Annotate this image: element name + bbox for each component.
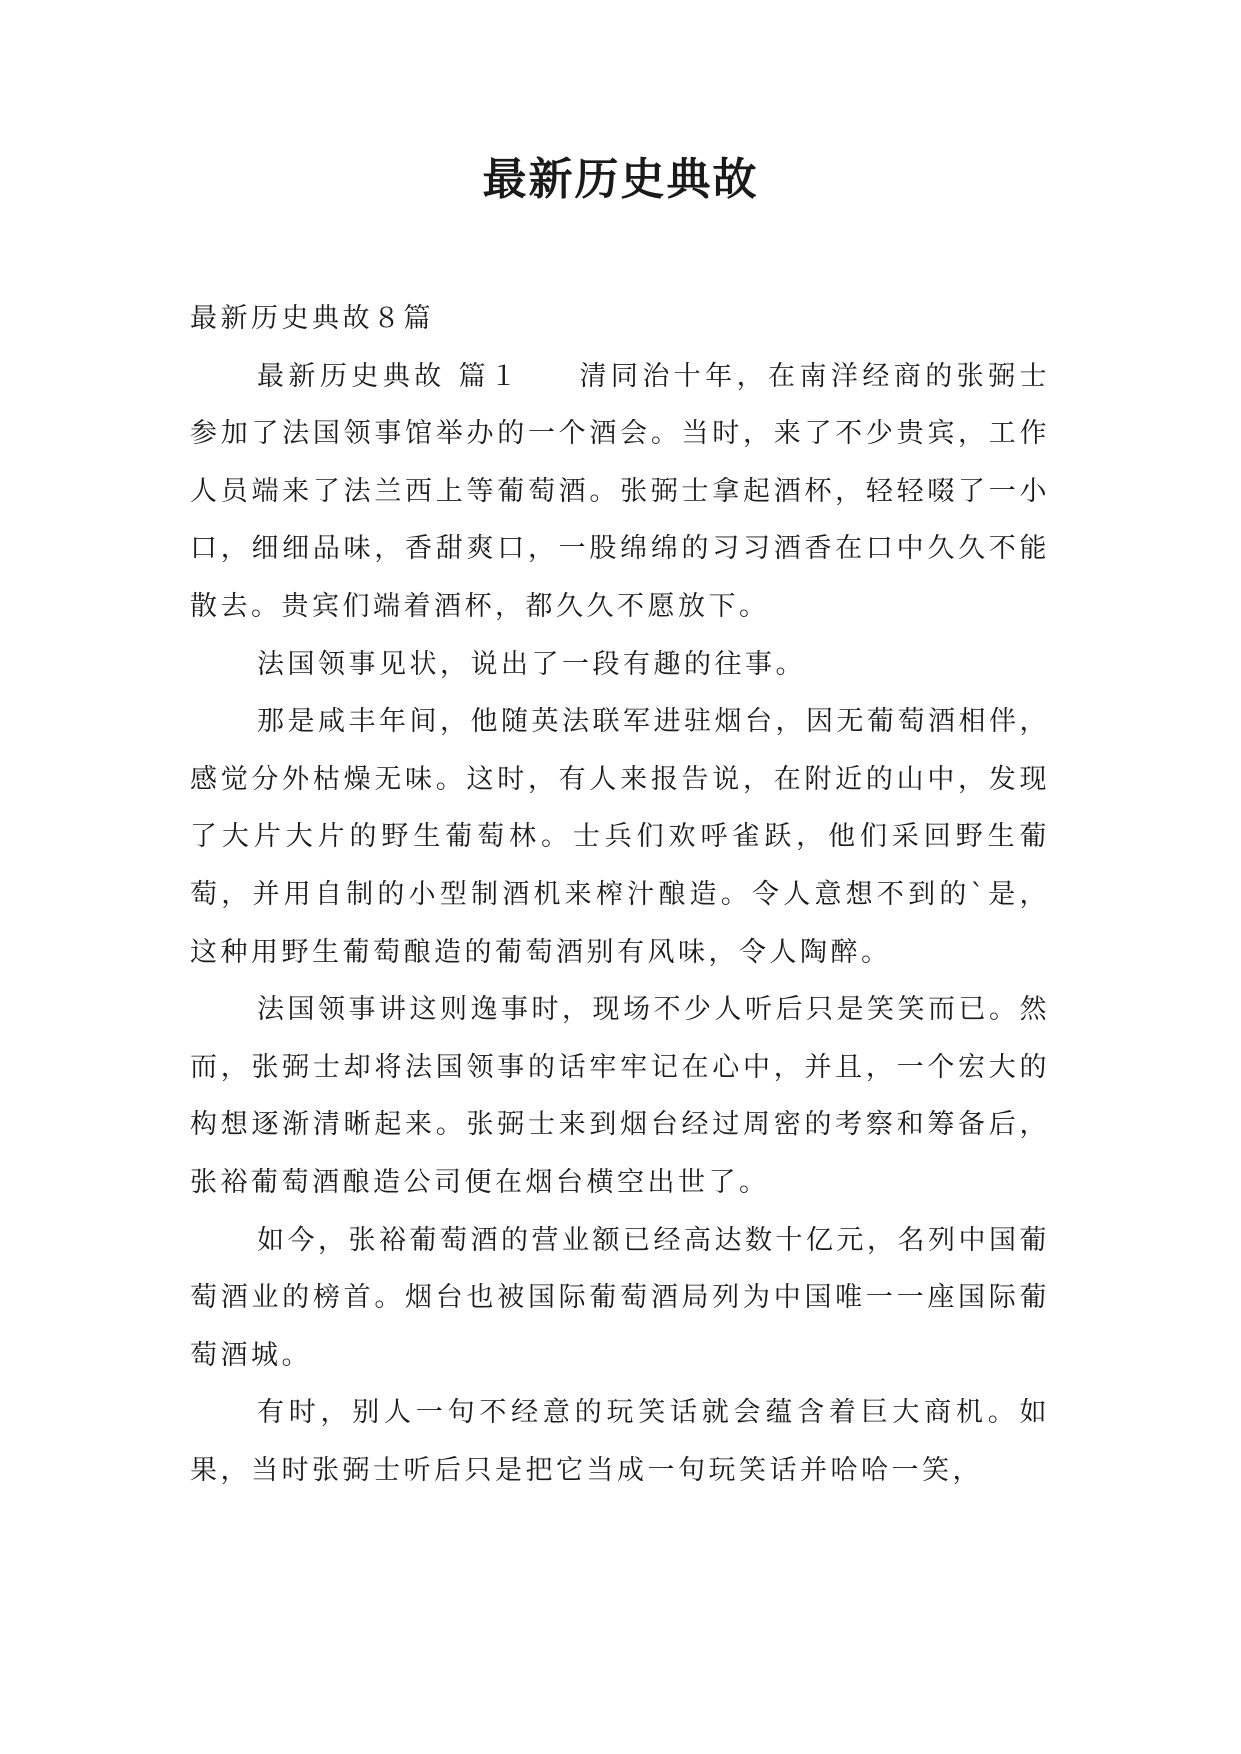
document-body [190,290,1050,1499]
paragraph-5: 如今，张裕葡萄酒的营业额已经高达数十亿元，名列中国葡萄酒业的榜首。烟台也被国际葡萄酒局列为中国唯一一座国际葡萄酒城。 [190,1224,1050,1371]
paragraph-1 [190,348,1050,636]
document-subtitle: 最新历史典故８篇 [190,303,434,334]
piece-label: 最新历史典故 篇１ [257,360,522,392]
paragraph-3: 那是咸丰年间，他随英法联军进驻烟台，因无葡萄酒相伴，感觉分外枯燥无味。这时，有人来报告说，在附近的山中，发现了大片大片的野生葡萄林。士兵们欢呼雀跃，他们采回野生葡萄，并用自制的小型制酒机来榨汁酿造。令人意想不到的`是，这种用野生葡萄酿造的葡萄酒别有风味，令人陶醉。 [190,706,1050,968]
paragraph-2: 法国领事见状，说出了一段有趣的往事。 [257,648,806,680]
paragraph-1-text: 清同治十年，在南洋经商的张弼士参加了法国领事馆举办的一个酒会。当时，来了不少贵宾，工作人员端来了法兰西上等葡萄酒。张弼士拿起酒杯，轻轻啜了一小口，细细品味，香甜爽口，一股绵绵的习习酒香在口中久久不能散去。贵宾们端着酒杯，都久久不愿放下。 [190,360,1050,622]
paragraph-4: 法国领事讲这则逸事时，现场不少人听后只是笑笑而已。然而，张弼士却将法国领事的话牢牢记在心中，并且，一个宏大的构想逐渐清晰起来。张弼士来到烟台经过周密的考察和筹备后，张裕葡萄酒酿造公司便在烟台横空出世了。 [190,994,1050,1198]
paragraph-6: 有时，别人一句不经意的玩笑话就会蕴含着巨大商机。如果，当时张弼士听后只是把它当成一句玩笑话并哈哈一笑， [190,1397,1050,1486]
document-title: 最新历史典故 [482,154,759,205]
